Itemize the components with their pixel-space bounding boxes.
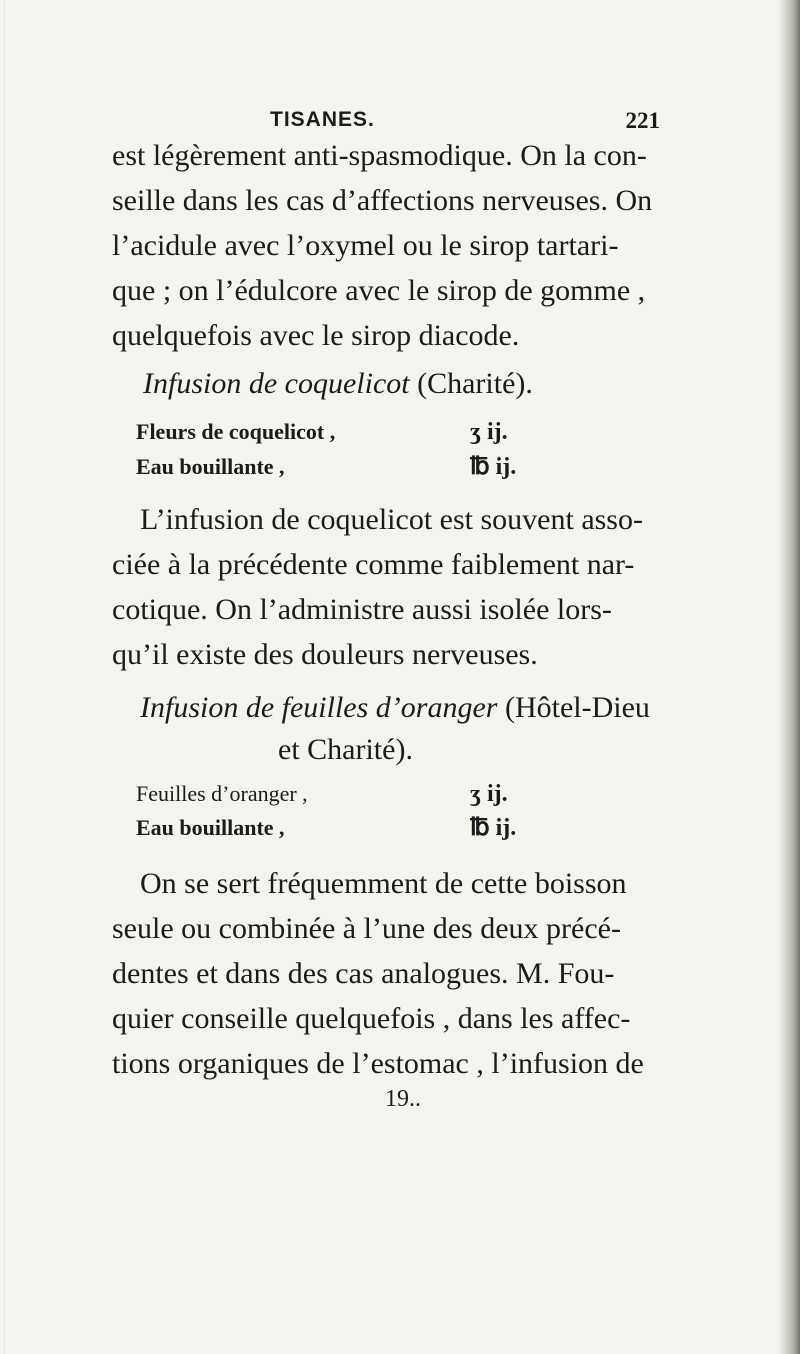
section-heading-2	[140, 688, 650, 728]
text-line: qu’il existe des douleurs nerveuses.	[112, 638, 538, 671]
section-title: Infusion de feuilles d’oranger	[140, 691, 498, 724]
text-line: que ; on l’édulcore avec le sirop de gomme ,	[112, 274, 646, 307]
page-number: 221	[625, 108, 660, 133]
text-line: quier conseille quelquefois , dans les affec-	[112, 1002, 631, 1035]
section-heading-1	[143, 364, 533, 404]
text-line: quelquefois avec le sirop diacode.	[112, 319, 520, 352]
page-gutter-line	[4, 0, 5, 1354]
running-head-title: TISANES.	[270, 108, 375, 131]
text-line: dentes et dans des cas analogues. M. Fou-	[112, 957, 615, 990]
section-source: (Hôtel-Dieu	[504, 691, 650, 724]
text-line: cotique. On l’administre aussi isolée lors-	[112, 593, 612, 626]
recipe-quantity: ʒ ij.	[470, 781, 508, 807]
section-source: (Charité).	[417, 367, 533, 400]
text-line: l’acidule avec l’oxymel ou le sirop tartari-	[112, 229, 619, 262]
recipe-quantity: ʒ ij.	[470, 419, 508, 445]
text-line: seille dans les cas d’affections nerveuses. On	[112, 184, 653, 217]
recipe-ingredient: Eau bouillante ,	[136, 454, 285, 479]
text-line: tions organiques de l’estomac , l’infusion de	[112, 1047, 644, 1080]
recipe-ingredient: Eau bouillante ,	[136, 815, 285, 840]
page-edge-shadow	[778, 0, 800, 1354]
signature-mark: 19..	[385, 1086, 421, 1112]
recipe-ingredient: Fleurs de coquelicot ,	[136, 419, 336, 444]
text-line: L’infusion de coquelicot est souvent asso-	[140, 503, 643, 536]
text-line: ciée à la précédente comme faiblement nar-	[112, 548, 635, 581]
recipe-quantity: ℔ ij.	[470, 815, 517, 841]
recipe-quantity: ℔ ij.	[470, 454, 517, 480]
text-line: On se sert fréquemment de cette boisson	[140, 867, 627, 900]
text-line: est légèrement anti-spasmodique. On la con-	[112, 139, 647, 172]
text-line: seule ou combinée à l’une des deux précé-	[112, 912, 621, 945]
section-source-continued: et Charité).	[278, 733, 413, 766]
recipe-ingredient: Feuilles d’oranger ,	[136, 781, 308, 806]
section-title: Infusion de coquelicot	[143, 367, 410, 400]
